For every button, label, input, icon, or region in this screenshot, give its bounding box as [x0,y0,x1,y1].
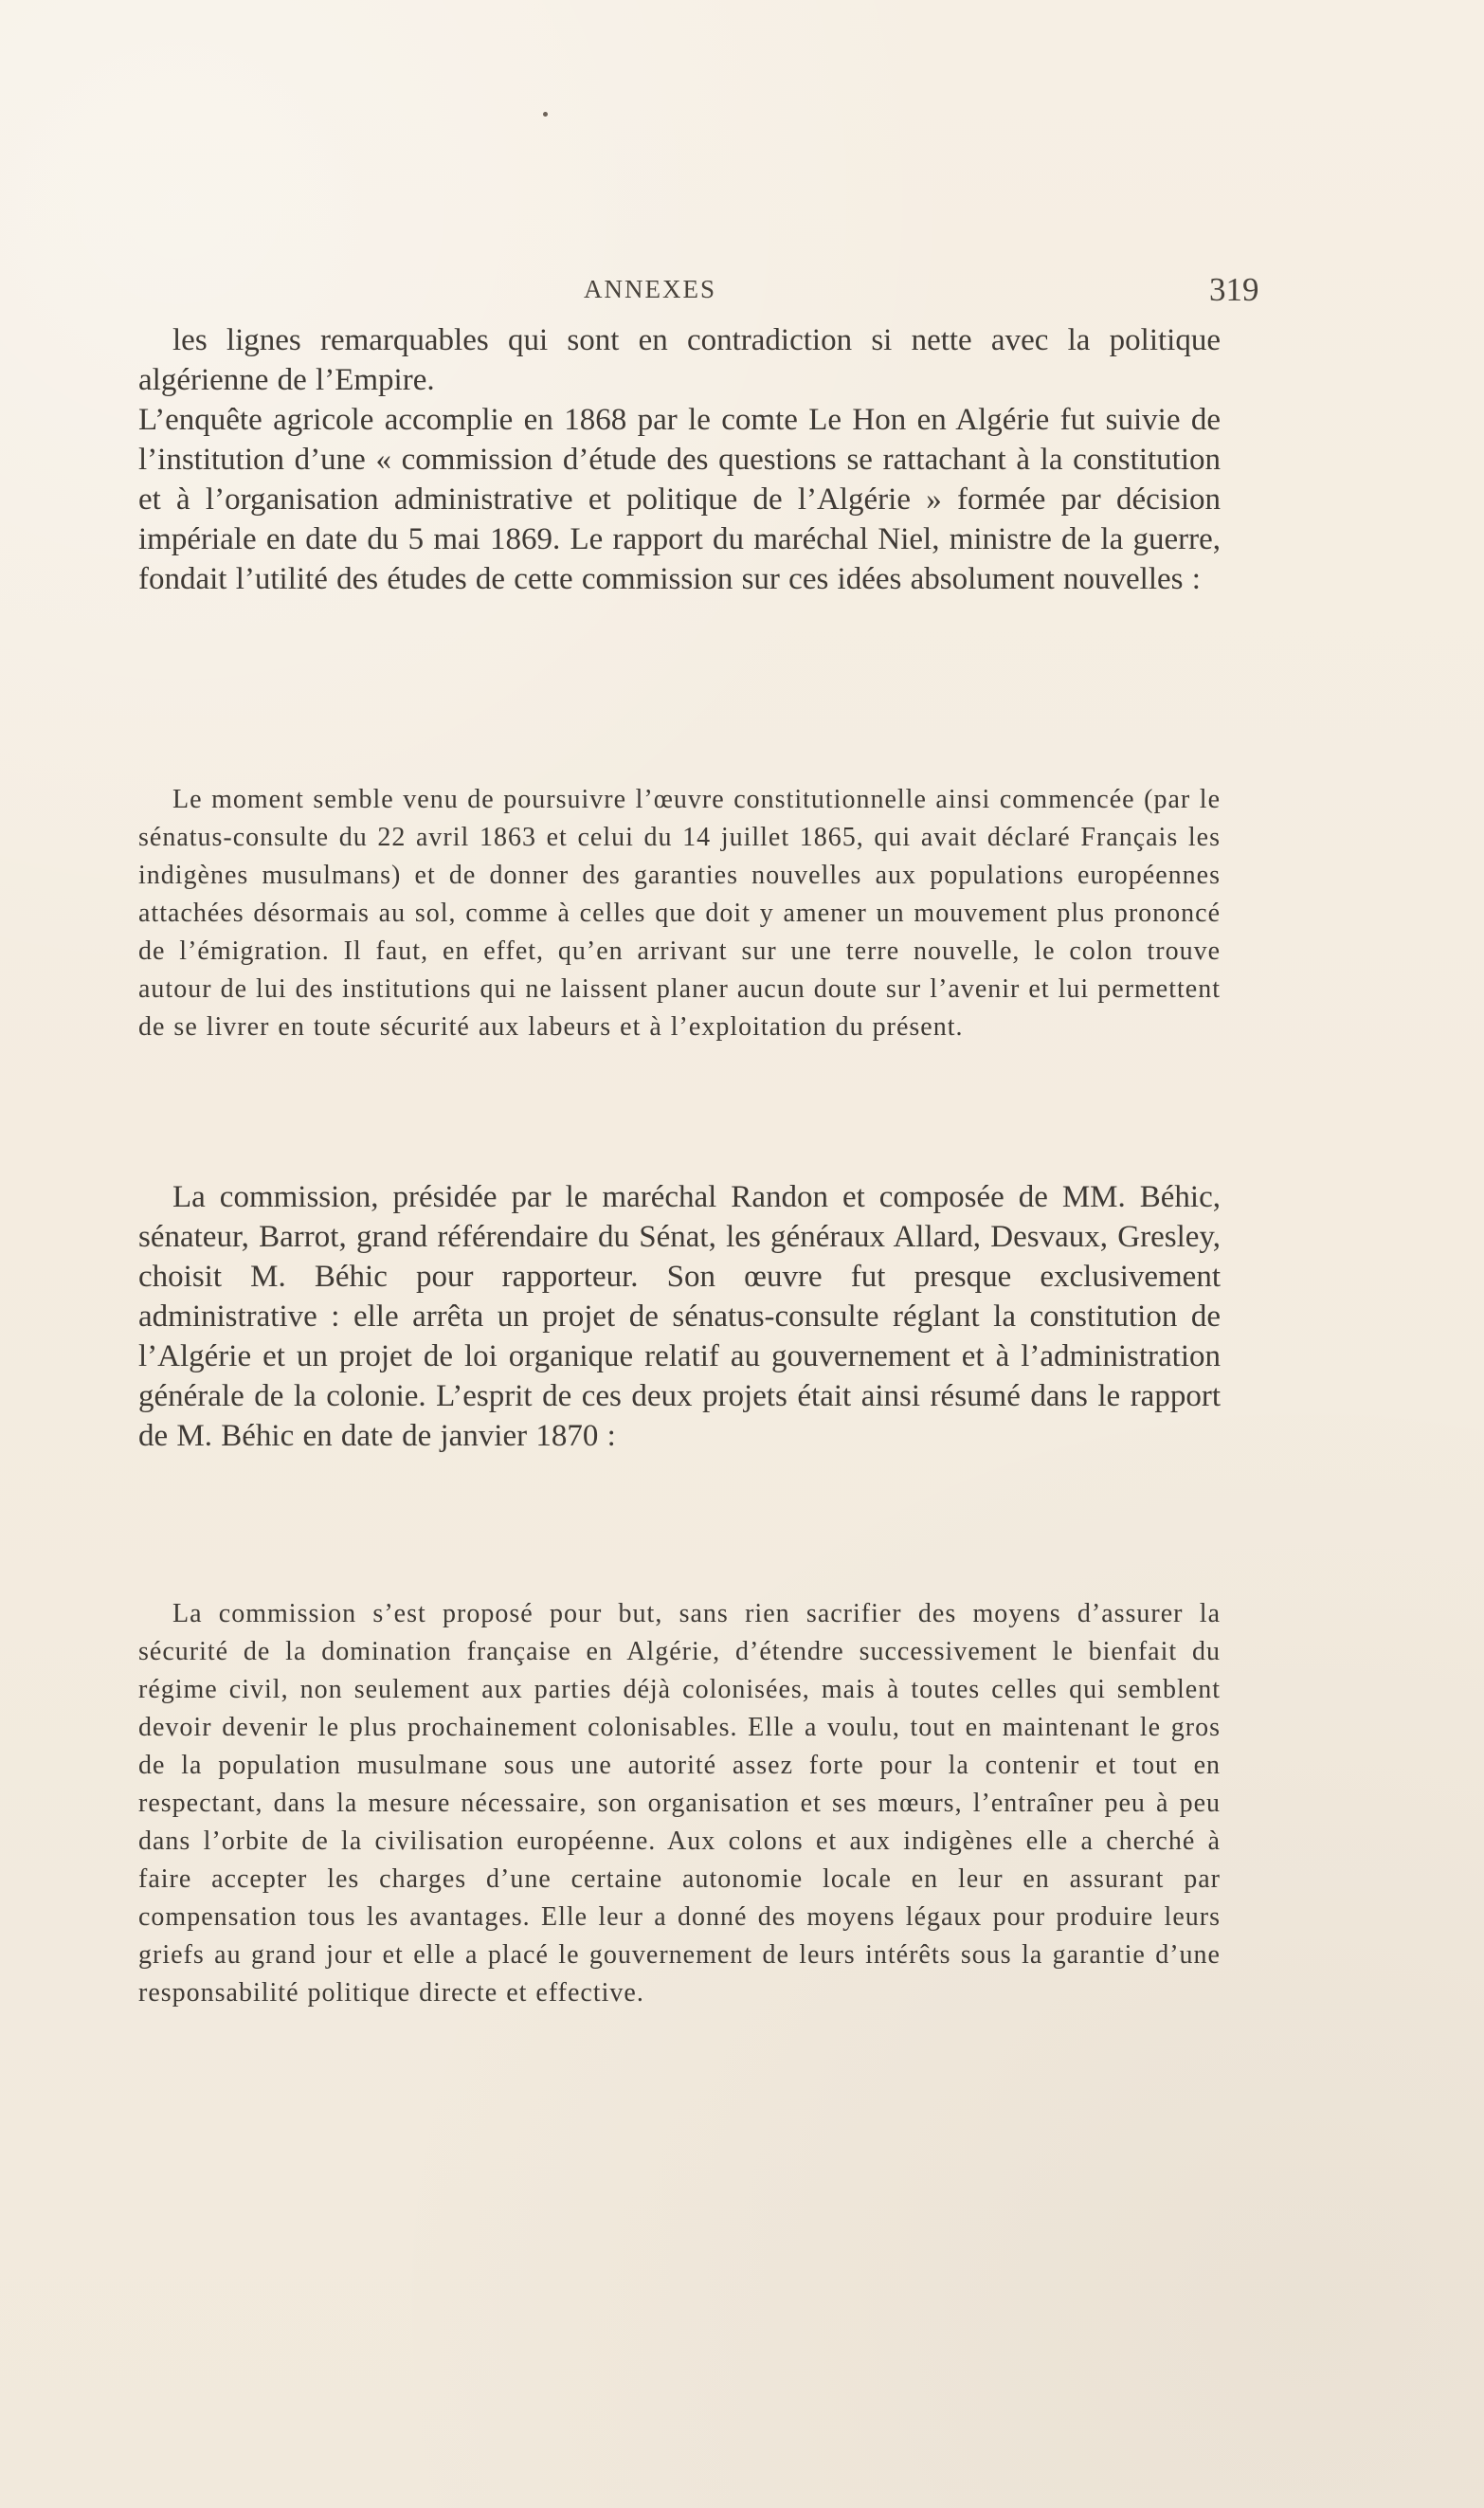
quotation-2: La commission s’est proposé pour but, sans rien sacrifier des moyens d’assurer la sécurité de la domination française en Algérie, d’étendre successivement le bienfait du régime civil, non seulement aux parties déjà colonisées, mais à toutes celles qui semblent devoir devenir le plus prochainement colonisables. Elle a voulu, tout en maintenant le gros de la population musulmane sous une autorité assez forte pour la contenir et tout en respectant, dans la mesure nécessaire, son organisation et ses mœurs, l’entraîner peu à peu dans l’orbite de la civilisation européenne. Aux colons et aux indigènes elle a cherché à faire accepter les charges d’une certaine autonomie locale en leur en assurant par compensation tous les avantages. Elle leur a donné des moyens légaux pour produire leurs griefs au grand jour et elle a placé le gouvernement de leurs intérêts sous la garantie d’une responsabilité politique directe et effective. [138,1599,1221,2008]
page-header [0,271,1484,309]
commission-paragraph: La commission, présidée par le maréchal Randon et composée de MM. Béhic, sénateur, Barrot, grand référendaire du Sénat, les généraux Allard, Desvaux, Gresley, choisit M. Béhic pour rapporteur. Son œuvre fut presque exclusivement administrative : elle arrêta un projet de sénatus-consulte réglant la constitution de l’Algérie et un projet de loi organique relatif au gouvernement et à l’administration générale de la colonie. L’esprit de ces deux projets était ainsi résumé dans le rapport de M. Béhic en date de janvier 1870 : [138,1180,1221,1453]
quotation-1: Le moment semble venu de poursuivre l’œuvre constitutionnelle ainsi commencée (par le sénatus-consulte du 22 avril 1863 et celui du 14 juillet 1865, qui avait déclaré Français les indigènes musulmans) et de donner des garanties nouvelles aux populations européennes attachées désormais au sol, comme à celles que doit y amener un mouvement plus prononcé de l’émigration. Il faut, en effet, qu’en arrivant sur une terre nouvelle, le colon trouve autour de lui des institutions qui ne laissent planer aucun doute sur l’avenir et lui permettent de se livrer en toute sécurité aux labeurs et à l’exploitation du présent. [138,785,1221,1042]
page-number: 319 [1209,271,1259,308]
intro-paragraph: les lignes remarquables qui sont en contradiction si nette avec la politique algérienne de l’Empire. L’enquête agricole accomplie en 1868 par le comte Le Hon en Algérie fut suivie de l’institution d’une « commission d’étude des questions se rattachant à la constitution et à l’organisation administrative et politique de l’Algérie » formée par décision impériale en date du 5 mai 1869. Le rapport du maréchal Niel, ministre de la guerre, fondait l’utilité des études de cette commission sur ces idées absolument nouvelles : [138,323,1221,596]
running-head: ANNEXES [584,275,716,303]
page-mark [543,112,548,117]
